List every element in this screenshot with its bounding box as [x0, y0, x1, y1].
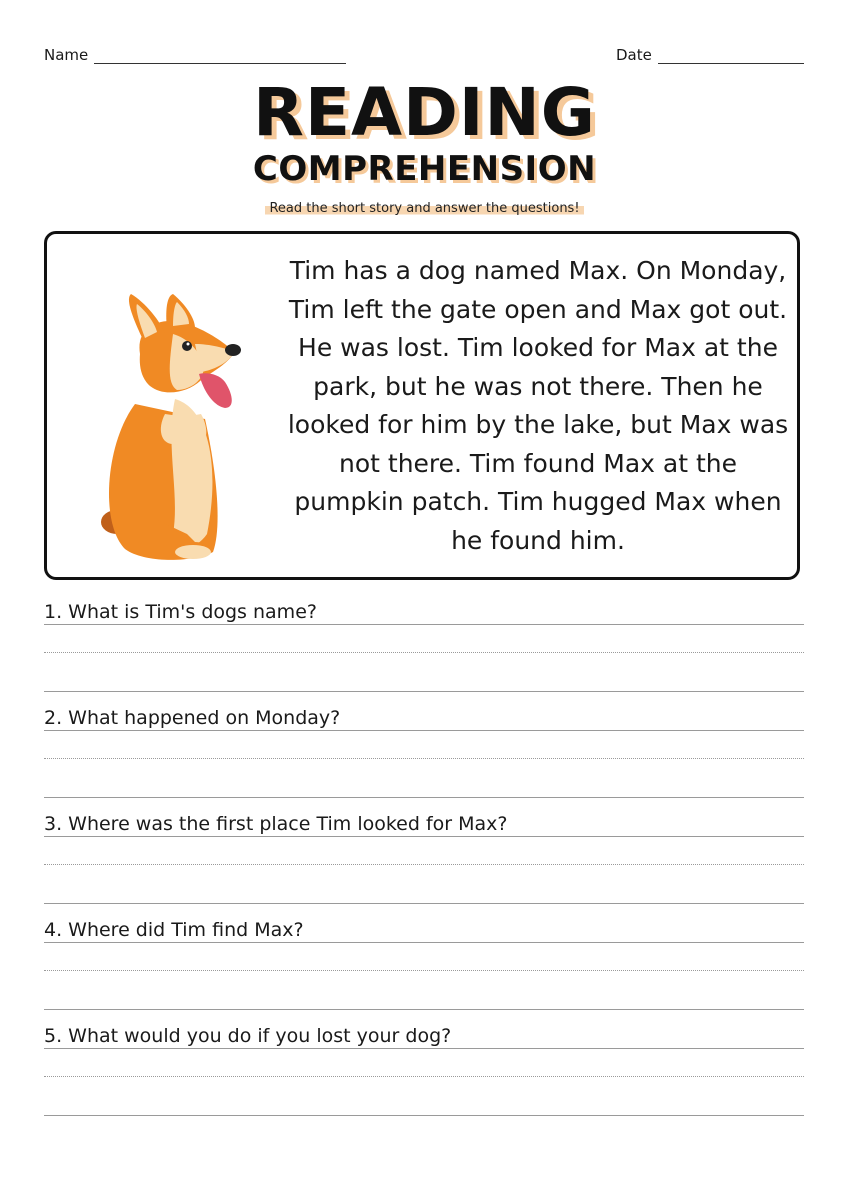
answer-line[interactable] — [44, 943, 804, 971]
date-label: Date — [616, 46, 652, 64]
answer-line[interactable] — [44, 759, 804, 798]
question-3-text: 3. Where was the first place Tim looked for Max? — [44, 812, 804, 837]
answer-line[interactable] — [44, 1077, 804, 1116]
question-5[interactable] — [44, 1024, 804, 1116]
instructions: Read the short story and answer the questions! — [265, 201, 583, 216]
question-4-text: 4. Where did Tim find Max? — [44, 918, 804, 943]
name-label: Name — [44, 46, 89, 64]
answer-line[interactable] — [44, 625, 804, 653]
story-box — [44, 231, 800, 580]
name-line[interactable] — [94, 49, 346, 64]
answer-line[interactable] — [44, 837, 804, 865]
answer-line[interactable] — [44, 653, 804, 692]
question-5-text: 5. What would you do if you lost your dog? — [44, 1024, 804, 1049]
page-title: READING — [253, 74, 596, 151]
question-1-text: 1. What is Tim's dogs name? — [44, 600, 804, 625]
answer-line[interactable] — [44, 1049, 804, 1077]
question-3[interactable] — [44, 812, 804, 904]
answer-line[interactable] — [44, 865, 804, 904]
story-text: Tim has a dog named Max. On Monday, Tim left the gate open and Max got out. He was lost. Tim looked for Max at the park, but he was not there. Then he looked for him by the lake, but Max was not there. Tim found Max at the pumpkin patch. Tim hugged Max when he found him. — [287, 256, 789, 555]
question-4[interactable] — [44, 918, 804, 1010]
question-2-text: 2. What happened on Monday? — [44, 706, 804, 731]
corgi-dog-icon — [95, 294, 255, 566]
answer-line[interactable] — [44, 971, 804, 1010]
date-field[interactable] — [616, 46, 804, 64]
answer-line[interactable] — [44, 731, 804, 759]
date-line[interactable] — [658, 49, 804, 64]
question-1[interactable] — [44, 600, 804, 692]
question-2[interactable] — [44, 706, 804, 798]
page-subtitle: COMPREHENSION — [252, 149, 597, 189]
name-field[interactable] — [44, 46, 346, 64]
